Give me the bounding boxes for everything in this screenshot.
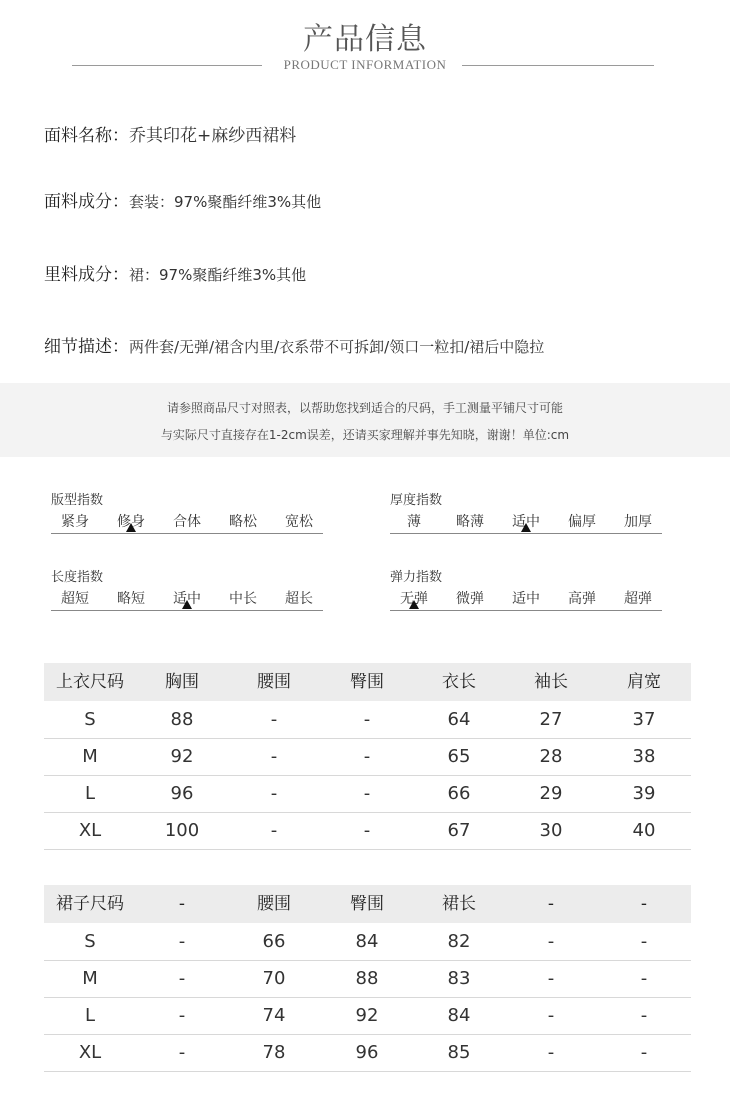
- table-cell: 83: [447, 968, 471, 989]
- table-cell: -: [547, 1005, 555, 1026]
- index-marker-icon: [521, 523, 531, 532]
- table-cell: 96: [355, 1042, 379, 1063]
- header-cell: 衣长: [442, 672, 476, 692]
- index-line: [390, 533, 662, 534]
- header-cell: -: [640, 894, 648, 914]
- table-cell: -: [178, 931, 186, 952]
- table-cell: -: [363, 746, 371, 767]
- table-cell: -: [363, 783, 371, 804]
- table-cell: -: [270, 783, 278, 804]
- header-cell: -: [547, 894, 555, 914]
- info-label: 细节描述：: [44, 337, 129, 357]
- index-line: [51, 533, 323, 534]
- info-value: 套装：97%聚酯纤维3%其他: [129, 193, 322, 211]
- info-label: 面料名称：: [44, 126, 129, 146]
- index-option: 宽松: [285, 514, 313, 530]
- table-row: [44, 812, 691, 850]
- table-cell: 28: [539, 746, 563, 767]
- table-cell: 74: [262, 1005, 286, 1026]
- table-cell: 78: [262, 1042, 286, 1063]
- index-option: 超长: [285, 591, 313, 607]
- table-cell: -: [178, 1005, 186, 1026]
- header-cell: 胸围: [165, 672, 199, 692]
- table-cell: 84: [355, 931, 379, 952]
- table-cell: L: [84, 1005, 96, 1026]
- table-cell: 88: [355, 968, 379, 989]
- index-option: 超弹: [624, 591, 652, 607]
- info-details: [44, 332, 544, 357]
- index-marker-icon: [409, 600, 419, 609]
- table-cell: 70: [262, 968, 286, 989]
- table-cell: 92: [355, 1005, 379, 1026]
- table-cell: -: [640, 1042, 648, 1063]
- table-cell: 88: [170, 709, 194, 730]
- section-subtitle: PRODUCT INFORMATION: [283, 57, 447, 72]
- table-row: [44, 701, 691, 739]
- index-title: 版型指数: [51, 493, 104, 508]
- table-cell: S: [84, 931, 96, 952]
- table-cell: 65: [447, 746, 471, 767]
- table-cell: M: [82, 746, 98, 767]
- index-option: 略短: [117, 591, 145, 607]
- table-cell: 92: [170, 746, 194, 767]
- table-cell: -: [178, 1042, 186, 1063]
- table-cell: -: [547, 968, 555, 989]
- notice-line-1: 请参照商品尺寸对照表，以帮助您找到适合的尺码，手工测量平铺尺寸可能: [166, 401, 563, 415]
- table-cell: 100: [164, 820, 200, 841]
- index-options: [51, 511, 323, 531]
- table-row: [44, 775, 691, 813]
- table-header: [44, 663, 691, 701]
- index-line: [51, 610, 323, 611]
- index-title: 弹力指数: [390, 570, 443, 585]
- table-cell: 84: [447, 1005, 471, 1026]
- table-cell: 96: [170, 783, 194, 804]
- index-option: 中长: [229, 591, 257, 607]
- table-cell: 82: [447, 931, 471, 952]
- table-cell: 40: [632, 820, 656, 841]
- table-cell: -: [640, 968, 648, 989]
- header-cell: 上衣尺码: [56, 672, 124, 692]
- notice-line-2: 与实际尺寸直接存在1-2cm误差，还请买家理解并事先知晓，谢谢！单位:cm: [160, 428, 570, 442]
- info-label: 面料成分：: [44, 192, 129, 212]
- index-option: 微弹: [456, 591, 484, 607]
- table-row: [44, 997, 691, 1035]
- index-marker-icon: [182, 600, 192, 609]
- index-option: 紧身: [61, 514, 89, 530]
- table-cell: -: [363, 820, 371, 841]
- header-cell: 腰围: [257, 672, 291, 692]
- info-value: 裙：97%聚酯纤维3%其他: [129, 266, 307, 284]
- table-cell: 39: [632, 783, 656, 804]
- header-cell: 袖长: [534, 672, 568, 692]
- table-cell: -: [363, 709, 371, 730]
- top-size-table: [44, 663, 691, 849]
- table-cell: 85: [447, 1042, 471, 1063]
- info-fabric-name: [44, 121, 296, 146]
- index-option: 超短: [61, 591, 89, 607]
- table-cell: XL: [78, 820, 102, 841]
- table-row: [44, 923, 691, 961]
- index-option: 略松: [229, 514, 257, 530]
- table-cell: -: [640, 931, 648, 952]
- table-cell: -: [547, 931, 555, 952]
- index-option: 略薄: [456, 514, 484, 530]
- table-cell: 67: [447, 820, 471, 841]
- header-cell: 肩宽: [627, 672, 661, 692]
- index-options: [390, 588, 662, 608]
- table-cell: 29: [539, 783, 563, 804]
- index-option: 适中: [173, 591, 201, 607]
- info-label: 里料成分：: [44, 265, 129, 285]
- info-lining-composition: [44, 260, 306, 285]
- table-row: [44, 1034, 691, 1072]
- section-title: 产品信息: [303, 22, 427, 57]
- header-cell: 裙子尺码: [56, 894, 124, 914]
- table-header: [44, 885, 691, 923]
- index-option: 合体: [173, 514, 201, 530]
- table-cell: -: [547, 1042, 555, 1063]
- size-notice: [0, 383, 730, 457]
- table-row: [44, 738, 691, 776]
- table-cell: 66: [447, 783, 471, 804]
- table-cell: 30: [539, 820, 563, 841]
- index-option: 高弹: [568, 591, 596, 607]
- table-cell: XL: [78, 1042, 102, 1063]
- index-title: 长度指数: [51, 570, 104, 585]
- table-cell: -: [270, 746, 278, 767]
- table-cell: M: [82, 968, 98, 989]
- table-row: [44, 960, 691, 998]
- index-option: 偏厚: [568, 514, 596, 530]
- index-marker-icon: [126, 523, 136, 532]
- index-title: 厚度指数: [390, 493, 443, 508]
- table-cell: L: [84, 783, 96, 804]
- header-cell: 裙长: [442, 894, 476, 914]
- index-option: 修身: [117, 514, 145, 530]
- table-cell: 66: [262, 931, 286, 952]
- table-cell: 64: [447, 709, 471, 730]
- header-cell: 腰围: [257, 894, 291, 914]
- index-option: 无弹: [400, 591, 428, 607]
- table-cell: -: [270, 709, 278, 730]
- index-option: 薄: [407, 514, 421, 530]
- header-cell: 臀围: [350, 894, 384, 914]
- index-option: 适中: [512, 514, 540, 530]
- index-option: 加厚: [624, 514, 652, 530]
- table-cell: -: [270, 820, 278, 841]
- info-fabric-composition: [44, 187, 321, 212]
- index-option: 适中: [512, 591, 540, 607]
- header-cell: -: [178, 894, 186, 914]
- info-value: 两件套/无弹/裙含内里/衣系带不可拆卸/领口一粒扣/裙后中隐拉: [129, 338, 545, 356]
- table-cell: S: [84, 709, 96, 730]
- table-cell: -: [640, 1005, 648, 1026]
- table-cell: 38: [632, 746, 656, 767]
- table-cell: 37: [632, 709, 656, 730]
- index-line: [390, 610, 662, 611]
- title-divider-right: [462, 65, 654, 66]
- header-cell: 臀围: [350, 672, 384, 692]
- skirt-size-table: [44, 885, 691, 1071]
- table-cell: -: [178, 968, 186, 989]
- info-value: 乔其印花+麻纱西裙料: [129, 126, 297, 146]
- table-cell: 27: [539, 709, 563, 730]
